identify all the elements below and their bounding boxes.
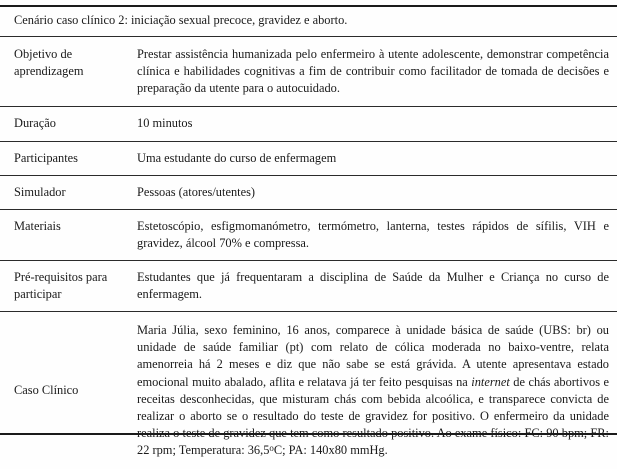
caso-clinico-text-part-1: Maria Júlia, sexo feminino, 16 anos, comparece à unidade básica de saúde (UBS: br) ou unidade de saúde familiar (pt) com relato de cólica moderada no baixo-ventre, relata amenorreia há 2 meses e diz que não sabe se está grávida. A utente apresentava estado emocional muito abalado, aflita e relatava já ter feito pesquisas na	[137, 323, 609, 389]
row-label-participantes: Participantes	[14, 150, 78, 165]
table-row	[0, 37, 617, 107]
table-caption-row	[0, 5, 617, 37]
row-label-pre-requisitos-para-participar: Pré-requisitos para participar	[14, 269, 108, 302]
row-label-materiais: Materiais	[14, 218, 61, 233]
caso-clinico-internet-emphasis: internet	[471, 374, 510, 389]
row-value-simulador: Pessoas (atores/utentes)	[137, 184, 256, 199]
caso-clinico-text-part-3: C; PA: 140x80 mmHg.	[273, 442, 388, 457]
row-value-objetivo-de-aprendizagem: Prestar assistência humanizada pelo enfermeiro à utente adolescente, demonstrar competência clínica e habilidades cognitivas a fim de contribuir como facilitador de tomada de decisões e preparação da utente para o autocuidado.	[137, 47, 609, 96]
row-value-materiais: Estetoscópio, esfigmomanómetro, termómetro, lanterna, testes rápidos de sífilis, VIH e gravidez, álcool 70% e compressa.	[137, 218, 609, 250]
row-label-objetivo-de-aprendizagem: Objetivo de aprendizagem	[14, 47, 84, 79]
row-value-duracao: 10 minutos	[137, 116, 193, 131]
caso-clinico-text-part-2: de chás abortivos e receitas desconhecidas, que misturam chás com bebida alcoólica, e transparece convicta de realizar o aborto se o resultado do teste de gravidez for positivo. O enfermeiro da unidade realiza o teste de gravidez que tem como resultado positivo. Ao exame físico: FC: 90 bpm; FR: 22 rpm; Temperatura: 36,5	[137, 374, 609, 457]
row-label-duracao: Duração	[14, 116, 56, 131]
row-value-caso-clinico	[137, 312, 617, 469]
row-value-pre-requisitos-para-participar: Estudantes que já frequentaram a disciplina de Saúde da Mulher e Criança no curso de enfermagem.	[137, 269, 609, 302]
row-label-simulador: Simulador	[14, 184, 66, 199]
table-row	[0, 312, 617, 469]
table-row	[0, 209, 617, 260]
table-row	[0, 107, 617, 141]
clinical-scenario-table	[0, 5, 617, 469]
row-label-caso-clinico: Caso Clínico	[14, 383, 79, 398]
caso-clinico-degree-symbol: o	[269, 443, 274, 454]
table-row	[0, 175, 617, 209]
table-row	[0, 260, 617, 311]
table-row	[0, 141, 617, 175]
table-caption: Cenário caso clínico 2: iniciação sexual precoce, gravidez e aborto.	[14, 13, 348, 27]
row-value-participantes: Uma estudante do curso de enfermagem	[137, 150, 337, 165]
